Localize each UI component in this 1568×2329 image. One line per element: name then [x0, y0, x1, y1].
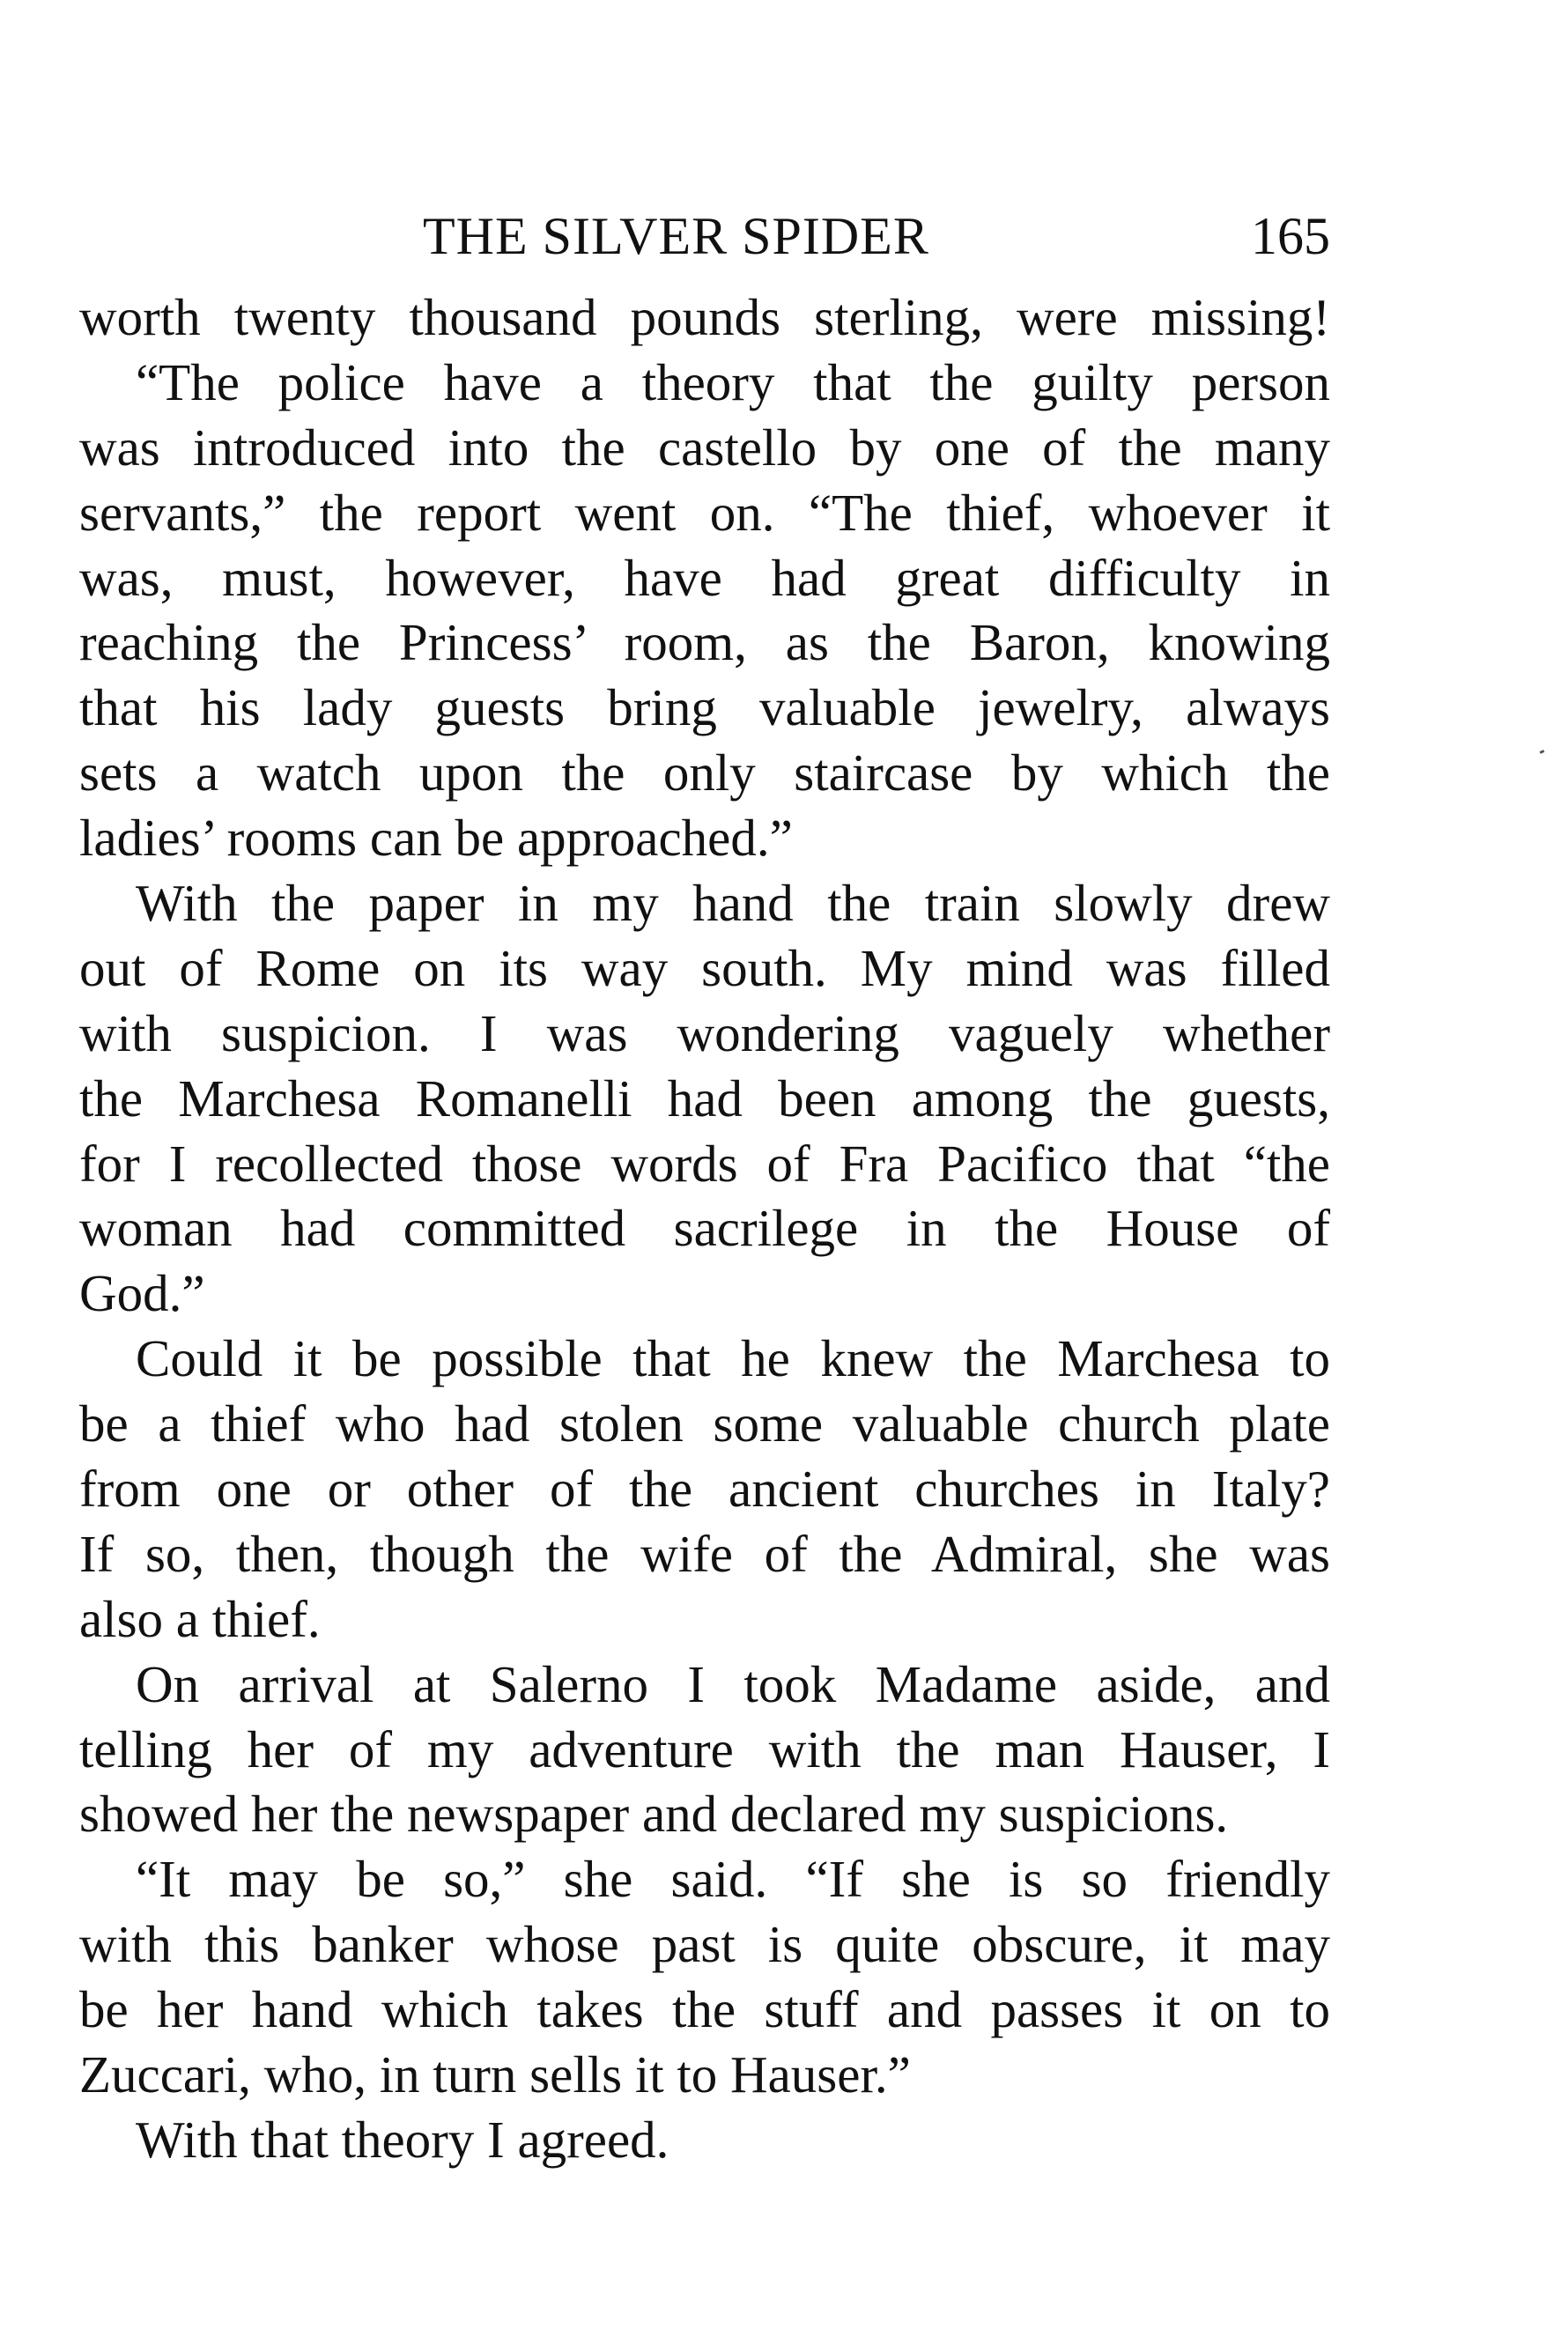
paragraph-first-line: Could it be possible that he knew the Marchesa to: [136, 1329, 1330, 1388]
paragraph-first-line: With the paper in my hand the train slowly drew: [136, 874, 1330, 933]
paragraph-last-line: Zuccari, who, in turn sells it to Hauser.”: [79, 2045, 911, 2104]
text-line: reaching the Princess’ room, as the Baron, knowing: [79, 613, 1330, 672]
text-line: for I recollected those words of Fra Pacifico that “the: [79, 1134, 1330, 1193]
text-line: be a thief who had stolen some valuable church plate: [79, 1394, 1330, 1453]
text-line: sets a watch upon the only staircase by which the: [79, 743, 1330, 802]
paragraph-first-line: With that theory I agreed.: [136, 2110, 669, 2169]
text-line: worth twenty thousand pounds sterling, were missing!: [79, 288, 1330, 346]
text-line: that his lady guests bring valuable jewelry, always: [79, 678, 1330, 737]
text-line: with suspicion. I was wondering vaguely whether: [79, 1003, 1330, 1062]
paragraph-last-line: showed her the newspaper and declared my suspicions.: [79, 1785, 1229, 1844]
body-text: [79, 285, 1330, 2173]
text-line: If so, then, though the wife of the Admiral, she was: [79, 1524, 1330, 1583]
text-line: telling her of my adventure with the man Hauser, I: [79, 1719, 1330, 1778]
paragraph-first-line: “The police have a theory that the guilty person: [136, 352, 1330, 411]
running-head: [79, 201, 1330, 271]
page-number: 165: [1251, 207, 1330, 265]
paragraph-last-line: also a thief.: [79, 1589, 321, 1648]
paragraph-first-line: “It may be so,” she said. “If she is so friendly: [136, 1850, 1330, 1909]
text-line: woman had committed sacrilege in the House of: [79, 1199, 1330, 1258]
paragraph-first-line: On arrival at Salerno I took Madame aside, and: [136, 1654, 1330, 1713]
text-line: was introduced into the castello by one of the many: [79, 418, 1330, 477]
running-title: THE SILVER SPIDER: [423, 207, 929, 265]
text-line: the Marchesa Romanelli had been among the guests,: [79, 1068, 1330, 1128]
text-line: from one or other of the ancient churches in Italy?: [79, 1460, 1330, 1519]
paragraph-last-line: ladies’ rooms can be approached.”: [79, 809, 793, 868]
scan-speck: [1540, 750, 1545, 754]
text-line: be her hand which takes the stuff and passes it on to: [79, 1980, 1330, 2039]
paragraph-last-line: God.”: [79, 1264, 205, 1323]
text-line: was, must, however, have had great difficulty in: [79, 548, 1330, 607]
text-line: out of Rome on its way south. My mind was filled: [79, 938, 1330, 997]
text-line: with this banker whose past is quite obscure, it may: [79, 1915, 1330, 1974]
text-line: servants,” the report went on. “The thief, whoever it: [79, 483, 1330, 542]
